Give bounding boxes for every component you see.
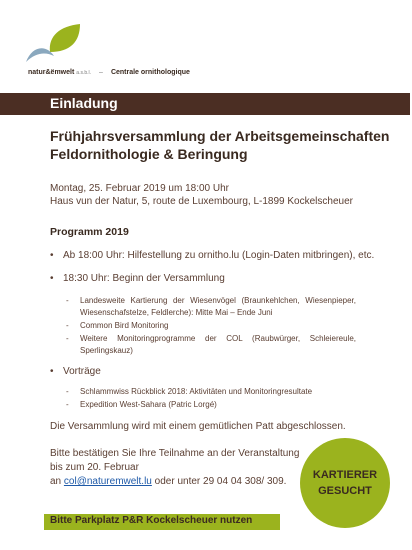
rsvp-prefix: an bbox=[50, 476, 62, 487]
sub-item bbox=[66, 399, 356, 411]
banner-label: Einladung bbox=[50, 95, 118, 111]
bullet-icon: • bbox=[50, 366, 54, 377]
brand-name: natur&ëmwelt bbox=[28, 69, 75, 76]
bullet-icon: • bbox=[50, 273, 54, 284]
sub-item-text: Common Bird Monitoring bbox=[80, 321, 169, 330]
logo-swoosh-blue-icon bbox=[26, 48, 54, 62]
sub-item bbox=[66, 295, 356, 319]
dash-icon: - bbox=[66, 321, 69, 330]
rsvp-line-3 bbox=[50, 475, 299, 489]
dash-icon: - bbox=[66, 296, 69, 305]
sub-item-text: Expedition West-Sahara (Patric Lorgé) bbox=[80, 400, 217, 409]
dash-icon: - bbox=[66, 334, 69, 343]
badge-text bbox=[313, 467, 377, 499]
einladung-banner bbox=[0, 93, 410, 115]
sub-item bbox=[66, 386, 356, 398]
logo-leaf-green-icon bbox=[50, 24, 80, 52]
program-heading: Programm 2019 bbox=[50, 226, 129, 238]
sub-item bbox=[66, 320, 356, 332]
brand-org: Centrale ornithologique bbox=[110, 69, 190, 76]
closing-text: Die Versammlung wird mit einem gemütlichen Patt abgeschlossen. bbox=[50, 421, 346, 432]
brand-suffix: a.s.b.l. bbox=[76, 70, 92, 76]
rsvp-line-2: bis zum 20. Februar bbox=[50, 462, 139, 473]
program-item-1-text: Ab 18:00 Uhr: Hilfestellung zu ornitho.lu (Login-Daten mitbringen), etc. bbox=[63, 250, 375, 261]
rsvp-block bbox=[50, 447, 299, 489]
rsvp-line-1: Bitte bestätigen Sie Ihre Teilnahme an der Veranstaltung bbox=[50, 448, 300, 459]
program-item-2 bbox=[50, 273, 225, 284]
dash-icon: - bbox=[66, 387, 69, 396]
sub-item-text: Landesweite Kartierung der Wiesenvögel (Braunkehlchen, Wiesenpieper, Wiesenschafstelze, Feldlerche): Mitte Mai – Ende Juni bbox=[80, 296, 356, 317]
event-details bbox=[50, 182, 353, 208]
program-item-3 bbox=[50, 366, 101, 377]
event-location: Haus vun der Natur, 5, route de Luxembourg, L-1899 Kockelscheuer bbox=[50, 196, 353, 207]
parking-note-bar bbox=[44, 514, 280, 530]
title-line-2: Feldornithologie & Beringung bbox=[50, 146, 248, 162]
bullet-icon: • bbox=[50, 250, 54, 261]
brand-dash: – bbox=[99, 69, 103, 76]
badge-line-1: KARTIERER bbox=[312, 469, 378, 481]
title-line-1: Frühjahrsversammlung der Arbeitsgemeinschaften bbox=[50, 128, 390, 144]
program-item-1 bbox=[50, 250, 374, 261]
program-item-3-text: Vorträge bbox=[63, 366, 101, 377]
parking-note-text: Bitte Parkplatz P&R Kockelscheuer nutzen bbox=[50, 515, 253, 526]
dash-icon: - bbox=[66, 400, 69, 409]
naturemwelt-logo bbox=[24, 22, 84, 68]
brand-line bbox=[28, 69, 190, 76]
sub-item-text: Schlammwiss Rückblick 2018: Aktivitäten und Monitoringresultate bbox=[80, 387, 313, 396]
rsvp-suffix: oder unter 29 04 04 308/ 309. bbox=[154, 476, 287, 487]
kartierer-gesucht-badge bbox=[300, 438, 390, 528]
page-title bbox=[50, 127, 389, 163]
sub-item bbox=[66, 333, 356, 357]
sub-item-text: Weitere Monitoringprogramme der COL (Raubwürger, Schleiereule, Sperlingskauz) bbox=[80, 334, 356, 355]
badge-line-2: GESUCHT bbox=[318, 485, 372, 497]
email-link[interactable]: col@naturemwelt.lu bbox=[63, 476, 152, 487]
event-date: Montag, 25. Februar 2019 um 18:00 Uhr bbox=[50, 183, 229, 194]
program-item-2-text: 18:30 Uhr: Beginn der Versammlung bbox=[63, 273, 225, 284]
